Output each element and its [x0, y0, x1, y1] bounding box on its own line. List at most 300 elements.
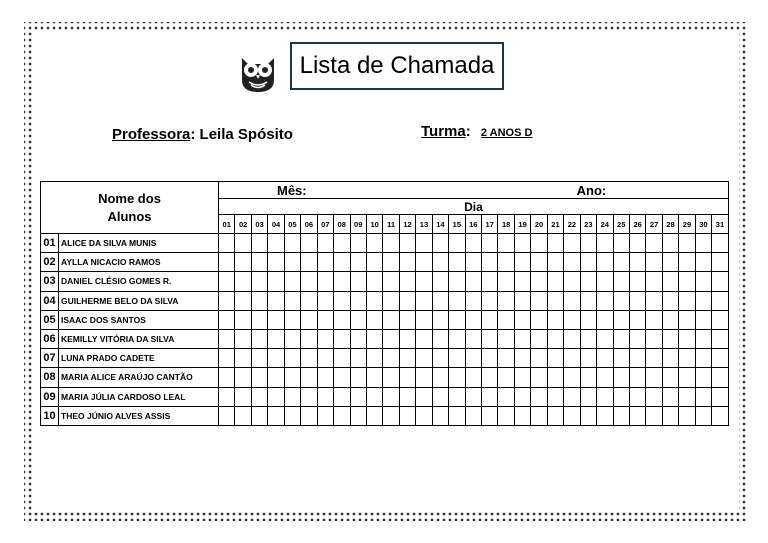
- attendance-cell[interactable]: [219, 349, 235, 368]
- attendance-cell[interactable]: [334, 272, 350, 291]
- attendance-cell[interactable]: [662, 291, 678, 310]
- attendance-cell[interactable]: [416, 253, 432, 272]
- attendance-cell[interactable]: [383, 368, 399, 387]
- attendance-cell[interactable]: [284, 272, 300, 291]
- attendance-cell[interactable]: [662, 253, 678, 272]
- attendance-cell[interactable]: [317, 234, 333, 253]
- attendance-cell[interactable]: [547, 368, 563, 387]
- attendance-cell[interactable]: [301, 349, 317, 368]
- attendance-cell[interactable]: [268, 234, 284, 253]
- attendance-cell[interactable]: [399, 387, 415, 406]
- attendance-cell[interactable]: [679, 349, 695, 368]
- attendance-cell[interactable]: [679, 387, 695, 406]
- attendance-cell[interactable]: [251, 234, 267, 253]
- attendance-cell[interactable]: [301, 291, 317, 310]
- attendance-cell[interactable]: [301, 272, 317, 291]
- attendance-cell[interactable]: [284, 291, 300, 310]
- attendance-cell[interactable]: [268, 253, 284, 272]
- attendance-cell[interactable]: [679, 234, 695, 253]
- attendance-cell[interactable]: [383, 253, 399, 272]
- attendance-cell[interactable]: [301, 329, 317, 348]
- attendance-cell[interactable]: [416, 291, 432, 310]
- attendance-cell[interactable]: [219, 272, 235, 291]
- attendance-cell[interactable]: [629, 291, 645, 310]
- attendance-cell[interactable]: [646, 368, 662, 387]
- attendance-cell[interactable]: [235, 406, 251, 425]
- attendance-cell[interactable]: [317, 272, 333, 291]
- attendance-cell[interactable]: [514, 349, 530, 368]
- attendance-cell[interactable]: [416, 310, 432, 329]
- attendance-cell[interactable]: [268, 349, 284, 368]
- attendance-cell[interactable]: [695, 329, 711, 348]
- attendance-cell[interactable]: [564, 406, 580, 425]
- attendance-cell[interactable]: [317, 253, 333, 272]
- attendance-cell[interactable]: [399, 406, 415, 425]
- attendance-cell[interactable]: [695, 253, 711, 272]
- attendance-cell[interactable]: [219, 310, 235, 329]
- attendance-cell[interactable]: [531, 329, 547, 348]
- attendance-cell[interactable]: [416, 329, 432, 348]
- attendance-cell[interactable]: [317, 291, 333, 310]
- attendance-cell[interactable]: [580, 329, 596, 348]
- attendance-cell[interactable]: [219, 387, 235, 406]
- attendance-cell[interactable]: [564, 253, 580, 272]
- attendance-cell[interactable]: [629, 349, 645, 368]
- attendance-cell[interactable]: [482, 329, 498, 348]
- attendance-cell[interactable]: [366, 253, 382, 272]
- attendance-cell[interactable]: [334, 291, 350, 310]
- attendance-cell[interactable]: [235, 234, 251, 253]
- attendance-cell[interactable]: [482, 234, 498, 253]
- attendance-cell[interactable]: [646, 272, 662, 291]
- attendance-cell[interactable]: [449, 272, 465, 291]
- attendance-cell[interactable]: [366, 291, 382, 310]
- attendance-cell[interactable]: [531, 234, 547, 253]
- attendance-cell[interactable]: [646, 349, 662, 368]
- attendance-cell[interactable]: [366, 406, 382, 425]
- attendance-cell[interactable]: [629, 406, 645, 425]
- attendance-cell[interactable]: [613, 253, 629, 272]
- attendance-cell[interactable]: [646, 406, 662, 425]
- attendance-cell[interactable]: [597, 368, 613, 387]
- attendance-cell[interactable]: [662, 329, 678, 348]
- attendance-cell[interactable]: [284, 310, 300, 329]
- attendance-cell[interactable]: [613, 272, 629, 291]
- attendance-cell[interactable]: [317, 329, 333, 348]
- attendance-cell[interactable]: [613, 406, 629, 425]
- attendance-cell[interactable]: [449, 387, 465, 406]
- attendance-cell[interactable]: [432, 234, 448, 253]
- attendance-cell[interactable]: [301, 310, 317, 329]
- attendance-cell[interactable]: [251, 368, 267, 387]
- attendance-cell[interactable]: [629, 272, 645, 291]
- attendance-cell[interactable]: [514, 272, 530, 291]
- attendance-cell[interactable]: [284, 368, 300, 387]
- attendance-cell[interactable]: [350, 234, 366, 253]
- attendance-cell[interactable]: [712, 310, 729, 329]
- attendance-cell[interactable]: [629, 234, 645, 253]
- attendance-cell[interactable]: [383, 234, 399, 253]
- attendance-cell[interactable]: [613, 291, 629, 310]
- attendance-cell[interactable]: [695, 310, 711, 329]
- attendance-cell[interactable]: [564, 387, 580, 406]
- attendance-cell[interactable]: [646, 234, 662, 253]
- attendance-cell[interactable]: [679, 291, 695, 310]
- attendance-cell[interactable]: [498, 329, 514, 348]
- attendance-cell[interactable]: [514, 368, 530, 387]
- attendance-cell[interactable]: [301, 234, 317, 253]
- attendance-cell[interactable]: [350, 349, 366, 368]
- attendance-cell[interactable]: [679, 310, 695, 329]
- attendance-cell[interactable]: [432, 253, 448, 272]
- attendance-cell[interactable]: [597, 234, 613, 253]
- attendance-cell[interactable]: [482, 349, 498, 368]
- attendance-cell[interactable]: [350, 406, 366, 425]
- attendance-cell[interactable]: [531, 291, 547, 310]
- attendance-cell[interactable]: [465, 368, 481, 387]
- attendance-cell[interactable]: [629, 368, 645, 387]
- attendance-cell[interactable]: [449, 329, 465, 348]
- attendance-cell[interactable]: [301, 253, 317, 272]
- attendance-cell[interactable]: [432, 291, 448, 310]
- attendance-cell[interactable]: [399, 234, 415, 253]
- attendance-cell[interactable]: [268, 368, 284, 387]
- attendance-cell[interactable]: [712, 368, 729, 387]
- attendance-cell[interactable]: [564, 272, 580, 291]
- attendance-cell[interactable]: [235, 349, 251, 368]
- attendance-cell[interactable]: [597, 349, 613, 368]
- attendance-cell[interactable]: [514, 291, 530, 310]
- attendance-cell[interactable]: [547, 272, 563, 291]
- attendance-cell[interactable]: [679, 406, 695, 425]
- attendance-cell[interactable]: [383, 272, 399, 291]
- attendance-cell[interactable]: [235, 329, 251, 348]
- attendance-cell[interactable]: [695, 406, 711, 425]
- attendance-cell[interactable]: [646, 310, 662, 329]
- attendance-cell[interactable]: [399, 272, 415, 291]
- attendance-cell[interactable]: [399, 291, 415, 310]
- attendance-cell[interactable]: [695, 272, 711, 291]
- attendance-cell[interactable]: [449, 291, 465, 310]
- attendance-cell[interactable]: [449, 406, 465, 425]
- attendance-cell[interactable]: [284, 329, 300, 348]
- attendance-cell[interactable]: [416, 272, 432, 291]
- attendance-cell[interactable]: [580, 272, 596, 291]
- attendance-cell[interactable]: [531, 368, 547, 387]
- attendance-cell[interactable]: [531, 406, 547, 425]
- attendance-cell[interactable]: [235, 291, 251, 310]
- attendance-cell[interactable]: [597, 272, 613, 291]
- attendance-cell[interactable]: [514, 329, 530, 348]
- attendance-cell[interactable]: [219, 329, 235, 348]
- attendance-cell[interactable]: [580, 310, 596, 329]
- attendance-cell[interactable]: [498, 387, 514, 406]
- attendance-cell[interactable]: [514, 387, 530, 406]
- attendance-cell[interactable]: [284, 406, 300, 425]
- attendance-cell[interactable]: [268, 387, 284, 406]
- attendance-cell[interactable]: [547, 234, 563, 253]
- attendance-cell[interactable]: [383, 349, 399, 368]
- attendance-cell[interactable]: [564, 368, 580, 387]
- attendance-cell[interactable]: [334, 310, 350, 329]
- attendance-cell[interactable]: [613, 387, 629, 406]
- attendance-cell[interactable]: [399, 329, 415, 348]
- attendance-cell[interactable]: [465, 253, 481, 272]
- attendance-cell[interactable]: [662, 272, 678, 291]
- attendance-cell[interactable]: [251, 387, 267, 406]
- attendance-cell[interactable]: [482, 310, 498, 329]
- attendance-cell[interactable]: [219, 368, 235, 387]
- attendance-cell[interactable]: [482, 253, 498, 272]
- attendance-cell[interactable]: [317, 406, 333, 425]
- attendance-cell[interactable]: [432, 406, 448, 425]
- attendance-cell[interactable]: [712, 387, 729, 406]
- attendance-cell[interactable]: [597, 291, 613, 310]
- attendance-cell[interactable]: [629, 253, 645, 272]
- attendance-cell[interactable]: [613, 349, 629, 368]
- attendance-cell[interactable]: [547, 387, 563, 406]
- attendance-cell[interactable]: [695, 368, 711, 387]
- attendance-cell[interactable]: [662, 387, 678, 406]
- attendance-cell[interactable]: [531, 253, 547, 272]
- attendance-cell[interactable]: [613, 310, 629, 329]
- attendance-cell[interactable]: [597, 310, 613, 329]
- attendance-cell[interactable]: [580, 368, 596, 387]
- attendance-cell[interactable]: [432, 368, 448, 387]
- attendance-cell[interactable]: [613, 329, 629, 348]
- attendance-cell[interactable]: [235, 272, 251, 291]
- attendance-cell[interactable]: [268, 406, 284, 425]
- attendance-cell[interactable]: [334, 253, 350, 272]
- attendance-cell[interactable]: [399, 368, 415, 387]
- attendance-cell[interactable]: [235, 253, 251, 272]
- attendance-cell[interactable]: [284, 387, 300, 406]
- attendance-cell[interactable]: [597, 329, 613, 348]
- attendance-cell[interactable]: [366, 272, 382, 291]
- attendance-cell[interactable]: [251, 349, 267, 368]
- attendance-cell[interactable]: [597, 406, 613, 425]
- attendance-cell[interactable]: [482, 387, 498, 406]
- attendance-cell[interactable]: [547, 406, 563, 425]
- attendance-cell[interactable]: [646, 253, 662, 272]
- attendance-cell[interactable]: [449, 310, 465, 329]
- attendance-cell[interactable]: [416, 368, 432, 387]
- attendance-cell[interactable]: [334, 406, 350, 425]
- attendance-cell[interactable]: [564, 234, 580, 253]
- attendance-cell[interactable]: [383, 291, 399, 310]
- attendance-cell[interactable]: [465, 387, 481, 406]
- attendance-cell[interactable]: [399, 253, 415, 272]
- attendance-cell[interactable]: [219, 253, 235, 272]
- attendance-cell[interactable]: [695, 387, 711, 406]
- attendance-cell[interactable]: [317, 368, 333, 387]
- attendance-cell[interactable]: [366, 368, 382, 387]
- attendance-cell[interactable]: [482, 406, 498, 425]
- attendance-cell[interactable]: [712, 272, 729, 291]
- attendance-cell[interactable]: [235, 387, 251, 406]
- attendance-cell[interactable]: [350, 368, 366, 387]
- attendance-cell[interactable]: [383, 387, 399, 406]
- attendance-cell[interactable]: [498, 310, 514, 329]
- attendance-cell[interactable]: [679, 368, 695, 387]
- attendance-cell[interactable]: [679, 272, 695, 291]
- attendance-cell[interactable]: [432, 329, 448, 348]
- attendance-cell[interactable]: [498, 272, 514, 291]
- attendance-cell[interactable]: [564, 329, 580, 348]
- attendance-cell[interactable]: [712, 329, 729, 348]
- attendance-cell[interactable]: [712, 406, 729, 425]
- attendance-cell[interactable]: [597, 387, 613, 406]
- attendance-cell[interactable]: [580, 406, 596, 425]
- attendance-cell[interactable]: [251, 329, 267, 348]
- attendance-cell[interactable]: [432, 310, 448, 329]
- attendance-cell[interactable]: [662, 406, 678, 425]
- attendance-cell[interactable]: [580, 253, 596, 272]
- attendance-cell[interactable]: [695, 234, 711, 253]
- attendance-cell[interactable]: [597, 253, 613, 272]
- attendance-cell[interactable]: [235, 310, 251, 329]
- attendance-cell[interactable]: [646, 387, 662, 406]
- attendance-cell[interactable]: [301, 387, 317, 406]
- attendance-cell[interactable]: [547, 291, 563, 310]
- attendance-cell[interactable]: [712, 253, 729, 272]
- attendance-cell[interactable]: [465, 349, 481, 368]
- attendance-cell[interactable]: [498, 406, 514, 425]
- attendance-cell[interactable]: [449, 349, 465, 368]
- attendance-cell[interactable]: [317, 349, 333, 368]
- attendance-cell[interactable]: [399, 310, 415, 329]
- attendance-cell[interactable]: [613, 368, 629, 387]
- attendance-cell[interactable]: [219, 234, 235, 253]
- attendance-cell[interactable]: [416, 387, 432, 406]
- attendance-cell[interactable]: [301, 368, 317, 387]
- attendance-cell[interactable]: [432, 349, 448, 368]
- attendance-cell[interactable]: [334, 329, 350, 348]
- attendance-cell[interactable]: [416, 406, 432, 425]
- attendance-cell[interactable]: [662, 310, 678, 329]
- attendance-cell[interactable]: [514, 253, 530, 272]
- attendance-cell[interactable]: [350, 272, 366, 291]
- attendance-cell[interactable]: [350, 329, 366, 348]
- attendance-cell[interactable]: [251, 253, 267, 272]
- attendance-cell[interactable]: [301, 406, 317, 425]
- attendance-cell[interactable]: [629, 387, 645, 406]
- attendance-cell[interactable]: [564, 291, 580, 310]
- attendance-cell[interactable]: [317, 310, 333, 329]
- attendance-cell[interactable]: [482, 272, 498, 291]
- attendance-cell[interactable]: [531, 349, 547, 368]
- attendance-cell[interactable]: [235, 368, 251, 387]
- attendance-cell[interactable]: [350, 310, 366, 329]
- attendance-cell[interactable]: [629, 310, 645, 329]
- attendance-cell[interactable]: [432, 387, 448, 406]
- attendance-cell[interactable]: [432, 272, 448, 291]
- attendance-cell[interactable]: [465, 406, 481, 425]
- attendance-cell[interactable]: [564, 349, 580, 368]
- attendance-cell[interactable]: [465, 234, 481, 253]
- attendance-cell[interactable]: [695, 291, 711, 310]
- attendance-cell[interactable]: [465, 329, 481, 348]
- attendance-cell[interactable]: [531, 310, 547, 329]
- attendance-cell[interactable]: [498, 234, 514, 253]
- attendance-cell[interactable]: [350, 291, 366, 310]
- attendance-cell[interactable]: [580, 387, 596, 406]
- attendance-cell[interactable]: [219, 406, 235, 425]
- attendance-cell[interactable]: [383, 329, 399, 348]
- attendance-cell[interactable]: [564, 310, 580, 329]
- attendance-cell[interactable]: [268, 272, 284, 291]
- attendance-cell[interactable]: [482, 368, 498, 387]
- attendance-cell[interactable]: [284, 349, 300, 368]
- attendance-cell[interactable]: [712, 349, 729, 368]
- attendance-cell[interactable]: [350, 387, 366, 406]
- attendance-cell[interactable]: [679, 253, 695, 272]
- attendance-cell[interactable]: [547, 329, 563, 348]
- attendance-cell[interactable]: [580, 234, 596, 253]
- attendance-cell[interactable]: [514, 310, 530, 329]
- attendance-cell[interactable]: [251, 406, 267, 425]
- attendance-cell[interactable]: [334, 387, 350, 406]
- attendance-cell[interactable]: [613, 234, 629, 253]
- attendance-cell[interactable]: [399, 349, 415, 368]
- attendance-cell[interactable]: [547, 349, 563, 368]
- attendance-cell[interactable]: [317, 387, 333, 406]
- attendance-cell[interactable]: [514, 406, 530, 425]
- attendance-cell[interactable]: [383, 406, 399, 425]
- attendance-cell[interactable]: [268, 291, 284, 310]
- attendance-cell[interactable]: [465, 310, 481, 329]
- attendance-cell[interactable]: [268, 310, 284, 329]
- attendance-cell[interactable]: [580, 291, 596, 310]
- attendance-cell[interactable]: [514, 234, 530, 253]
- attendance-cell[interactable]: [366, 310, 382, 329]
- attendance-cell[interactable]: [662, 349, 678, 368]
- attendance-cell[interactable]: [334, 349, 350, 368]
- attendance-cell[interactable]: [350, 253, 366, 272]
- attendance-cell[interactable]: [482, 291, 498, 310]
- attendance-cell[interactable]: [646, 291, 662, 310]
- attendance-cell[interactable]: [547, 310, 563, 329]
- attendance-cell[interactable]: [366, 234, 382, 253]
- attendance-cell[interactable]: [268, 329, 284, 348]
- attendance-cell[interactable]: [449, 368, 465, 387]
- attendance-cell[interactable]: [251, 272, 267, 291]
- attendance-cell[interactable]: [366, 329, 382, 348]
- attendance-cell[interactable]: [219, 291, 235, 310]
- attendance-cell[interactable]: [251, 310, 267, 329]
- attendance-cell[interactable]: [662, 368, 678, 387]
- attendance-cell[interactable]: [531, 272, 547, 291]
- attendance-cell[interactable]: [695, 349, 711, 368]
- attendance-cell[interactable]: [334, 368, 350, 387]
- attendance-cell[interactable]: [547, 253, 563, 272]
- attendance-cell[interactable]: [383, 310, 399, 329]
- attendance-cell[interactable]: [712, 291, 729, 310]
- attendance-cell[interactable]: [465, 291, 481, 310]
- attendance-cell[interactable]: [679, 329, 695, 348]
- attendance-cell[interactable]: [366, 349, 382, 368]
- attendance-cell[interactable]: [662, 234, 678, 253]
- attendance-cell[interactable]: [251, 291, 267, 310]
- attendance-cell[interactable]: [416, 234, 432, 253]
- attendance-cell[interactable]: [498, 349, 514, 368]
- attendance-cell[interactable]: [646, 329, 662, 348]
- attendance-cell[interactable]: [498, 253, 514, 272]
- attendance-cell[interactable]: [284, 253, 300, 272]
- attendance-cell[interactable]: [531, 387, 547, 406]
- attendance-cell[interactable]: [449, 234, 465, 253]
- attendance-cell[interactable]: [498, 368, 514, 387]
